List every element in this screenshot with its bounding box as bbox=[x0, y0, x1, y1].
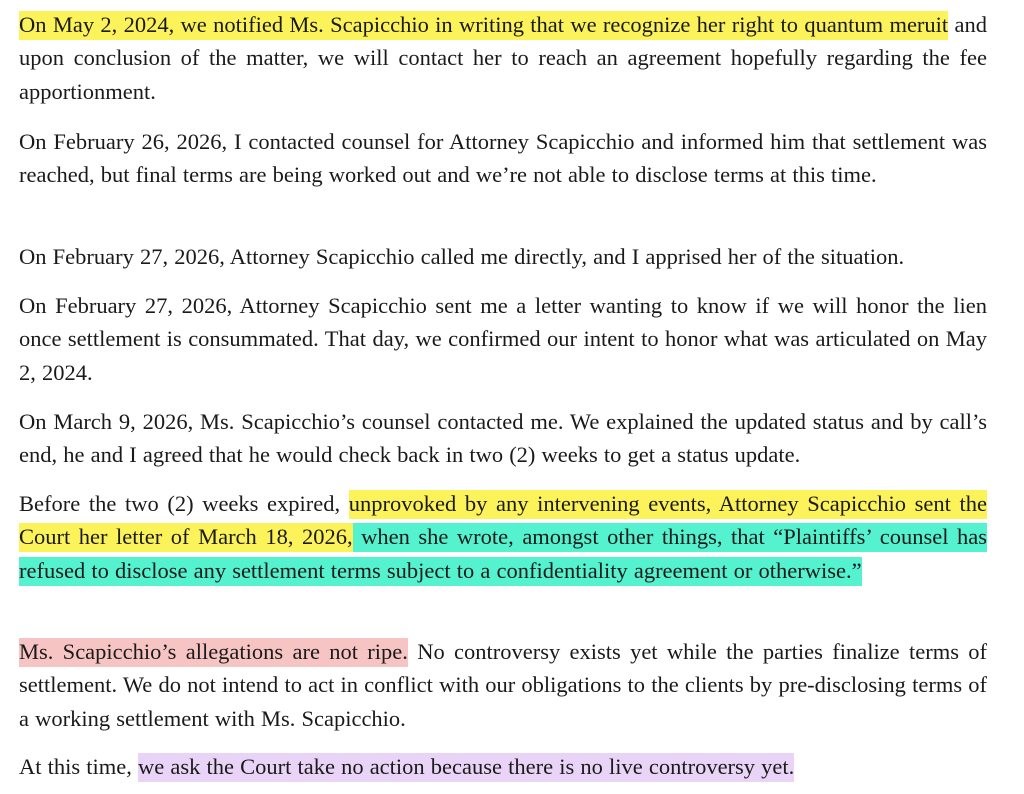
text-segment: On February 27, 2026, Attorney Scapicchio sent me a letter wanting to know if we will honor the lien once settlement is consummated. That day, we confirmed our intent to honor what was articulated on May 2, 2024. bbox=[19, 293, 987, 385]
paragraph-feb-27-call bbox=[19, 240, 987, 273]
highlight-yellow: On May 2, 2024, we notified Ms. Scapicchio in writing that we recognize her right to quantum meruit bbox=[19, 11, 948, 40]
highlight-lavender: we ask the Court take no action because there is no live controversy yet. bbox=[138, 753, 794, 782]
paragraph-not-ripe bbox=[19, 635, 987, 735]
highlight-yellow: unprovoked by any intervening events, Attorney Scapicchio sent the Court her letter of March 18, 2026, bbox=[19, 490, 987, 552]
text-segment: At this time, bbox=[19, 754, 138, 779]
text-segment: No controversy exists yet while the parties finalize terms of settlement. We do not intend to act in conflict with our obligations to the clients by pre-disclosing terms of a working settlement with Ms. Scapicchio. bbox=[19, 639, 987, 731]
paragraph-march-9-contact bbox=[19, 405, 987, 472]
text-segment: On February 26, 2026, I contacted counsel for Attorney Scapicchio and informed him that settlement was reached, but final terms are being worked out and we’re not able to disclose terms at this time. bbox=[19, 129, 987, 188]
text-segment: On March 9, 2026, Ms. Scapicchio’s counsel contacted me. We explained the updated status and by call’s end, he and I agreed that he would check back in two (2) weeks to get a status update. bbox=[19, 409, 987, 468]
paragraph-feb-26-contact bbox=[19, 125, 987, 192]
paragraph-feb-27-letter bbox=[19, 289, 987, 389]
paragraph-request-no-action bbox=[19, 750, 987, 783]
text-segment: and upon conclusion of the matter, we will contact her to reach an agreement hopefully regarding the fee apportionment. bbox=[19, 12, 987, 104]
highlight-cyan: when she wrote, amongst other things, that “Plaintiffs’ counsel has refused to disclose any settlement terms subject to a confidentiality agreement or otherwise.” bbox=[19, 523, 987, 585]
text-segment: Before the two (2) weeks expired, bbox=[19, 491, 349, 516]
text-segment: On February 27, 2026, Attorney Scapicchio called me directly, and I apprised her of the situation. bbox=[19, 244, 905, 269]
highlight-pink: Ms. Scapicchio’s allegations are not ripe. bbox=[19, 638, 408, 667]
paragraph-quantum-meruit-notice bbox=[19, 8, 987, 108]
paragraph-march-18-letter bbox=[19, 487, 987, 587]
